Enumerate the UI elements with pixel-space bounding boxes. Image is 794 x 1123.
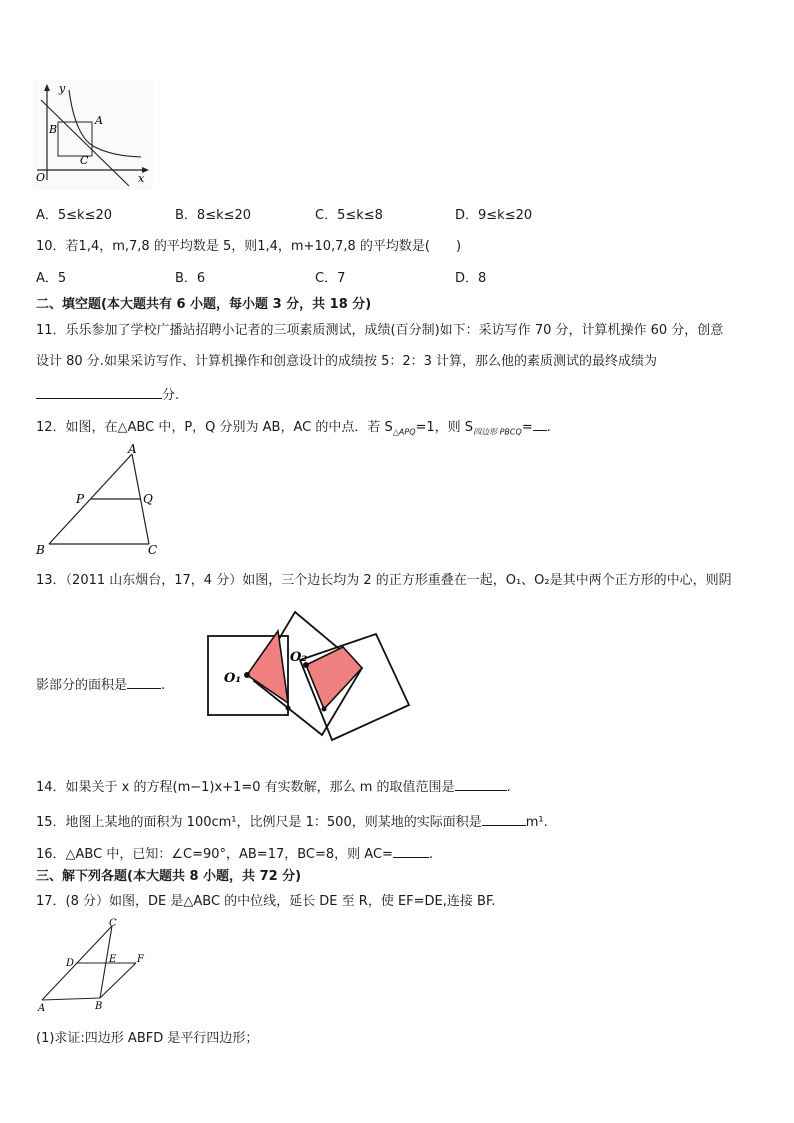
q17-side-ab (42, 998, 100, 1000)
q12-stem-c: = (521, 420, 533, 435)
q17-label-b: B (95, 1001, 103, 1012)
q17-part1: (1)求证:四边形 ABFD 是平行四边形； (36, 1031, 259, 1046)
q12-label-q: Q (143, 492, 153, 506)
q12-label-p: P (76, 492, 85, 506)
q12-stem-a: 12．如图，在△ABC 中，P，Q 分别为 AB，AC 的中点．若 S (36, 420, 393, 435)
q11-answer-line (36, 384, 179, 405)
section2-title: 二、填空题(本大题共有 6 小题，每小题 3 分，共 18 分) (36, 297, 372, 312)
q15-stem (36, 811, 548, 832)
q14-stem-text: 14．如果关于 x 的方程(m−1)x+1=0 有实数解，那么 m 的取值范围是 (36, 780, 455, 795)
q9-label-y: y (59, 82, 66, 95)
q17-stem: 17．(8 分）如图，DE 是△ABC 的中位线，延长 DE 至 R，使 EF=DE,连接 BF. (36, 894, 496, 909)
q9-option-c: C．5≤k≤8 (315, 208, 383, 223)
q16-blank (393, 843, 429, 858)
q14-blank (455, 776, 507, 791)
q12-blank (533, 416, 547, 431)
q13-tail: . (161, 678, 166, 693)
q12-label-c: C (148, 543, 158, 557)
q14-stem (36, 776, 511, 797)
q15-tail: m¹. (525, 815, 548, 830)
q10-option-c: C．7 (315, 271, 346, 286)
q9-label-o: O (36, 171, 46, 184)
q13-line2-text: 影部分的面积是 (36, 678, 128, 693)
q11-line2: 设计 80 分.如果采访写作、计算机操作和创意设计的成绩按 5：2：3 计算，那么他的素质测试的最终成绩为 (36, 354, 658, 369)
q9-label-b: B (49, 123, 58, 136)
q13-figure (200, 604, 415, 749)
q9-figure (33, 80, 153, 190)
q9-label-c: C (80, 154, 89, 167)
q11-blank (36, 384, 162, 399)
q10-option-a: A．5 (36, 271, 67, 286)
q17-label-f: F (137, 954, 144, 965)
q13-center-o1 (244, 672, 250, 678)
q17-label-e: E (109, 954, 117, 965)
q13-label-o1: O₁ (224, 671, 242, 686)
q12-sub1: △APQ (392, 427, 416, 437)
q13-label-o2: O₂ (290, 650, 308, 665)
q9-label-x: x (138, 172, 145, 185)
q9-option-a: A．5≤k≤20 (36, 208, 113, 223)
q14-tail: . (506, 780, 511, 795)
q17-label-d: D (66, 958, 75, 969)
q15-blank (482, 811, 526, 826)
q15-stem-text: 15．地图上某地的面积为 100cm¹，比例尺是 1：500，则某地的实际面积是 (36, 815, 482, 830)
q9-option-d: D．9≤k≤20 (455, 208, 533, 223)
q9-label-a: A (95, 114, 103, 127)
q12-stem-b: =1，则 S (415, 420, 474, 435)
q16-tail: . (428, 847, 434, 862)
q11-line1: 11．乐乐参加了学校广播站招聘小记者的三项素质测试，成绩(百分制)如下：采访写作 70 分，计算机操作 60 分，创意 (36, 323, 724, 338)
q11-tail: 分. (162, 388, 180, 403)
q13-line2 (36, 674, 165, 695)
q12-sub2: 四边形 PBCQ (473, 427, 522, 437)
q13-shade-2 (306, 647, 362, 709)
q17-figure (36, 918, 156, 1014)
q16-stem-text: 16．△ABC 中，已知：∠C=90°，AB=17，BC=8，则 AC= (36, 847, 393, 862)
q12-figure (34, 440, 164, 558)
q13-blank (127, 674, 161, 689)
section3-title: 三、解下列各题(本大题共 8 小题，共 72 分) (36, 869, 302, 884)
q16-stem (36, 843, 433, 864)
q10-option-b: B．6 (175, 271, 206, 286)
q17-label-c: C (109, 918, 117, 929)
q12-stem (36, 416, 551, 442)
q17-label-a: A (38, 1003, 46, 1014)
q10-option-d: D．8 (455, 271, 487, 286)
q12-label-b: B (36, 543, 45, 557)
q13-line1: 13．（2011 山东烟台，17，4 分）如图，三个边长均为 2 的正方形重叠在一起，O₁、O₂是其中两个正方形的中心，则阴 (36, 573, 732, 588)
q12-label-a: A (128, 442, 137, 456)
q12-tail: . (546, 420, 551, 435)
q10-stem: 10．若1,4，m,7,8 的平均数是 5，则1,4，m+10,7,8 的平均数是( ) (36, 239, 462, 254)
q9-option-b: B．8≤k≤20 (175, 208, 252, 223)
